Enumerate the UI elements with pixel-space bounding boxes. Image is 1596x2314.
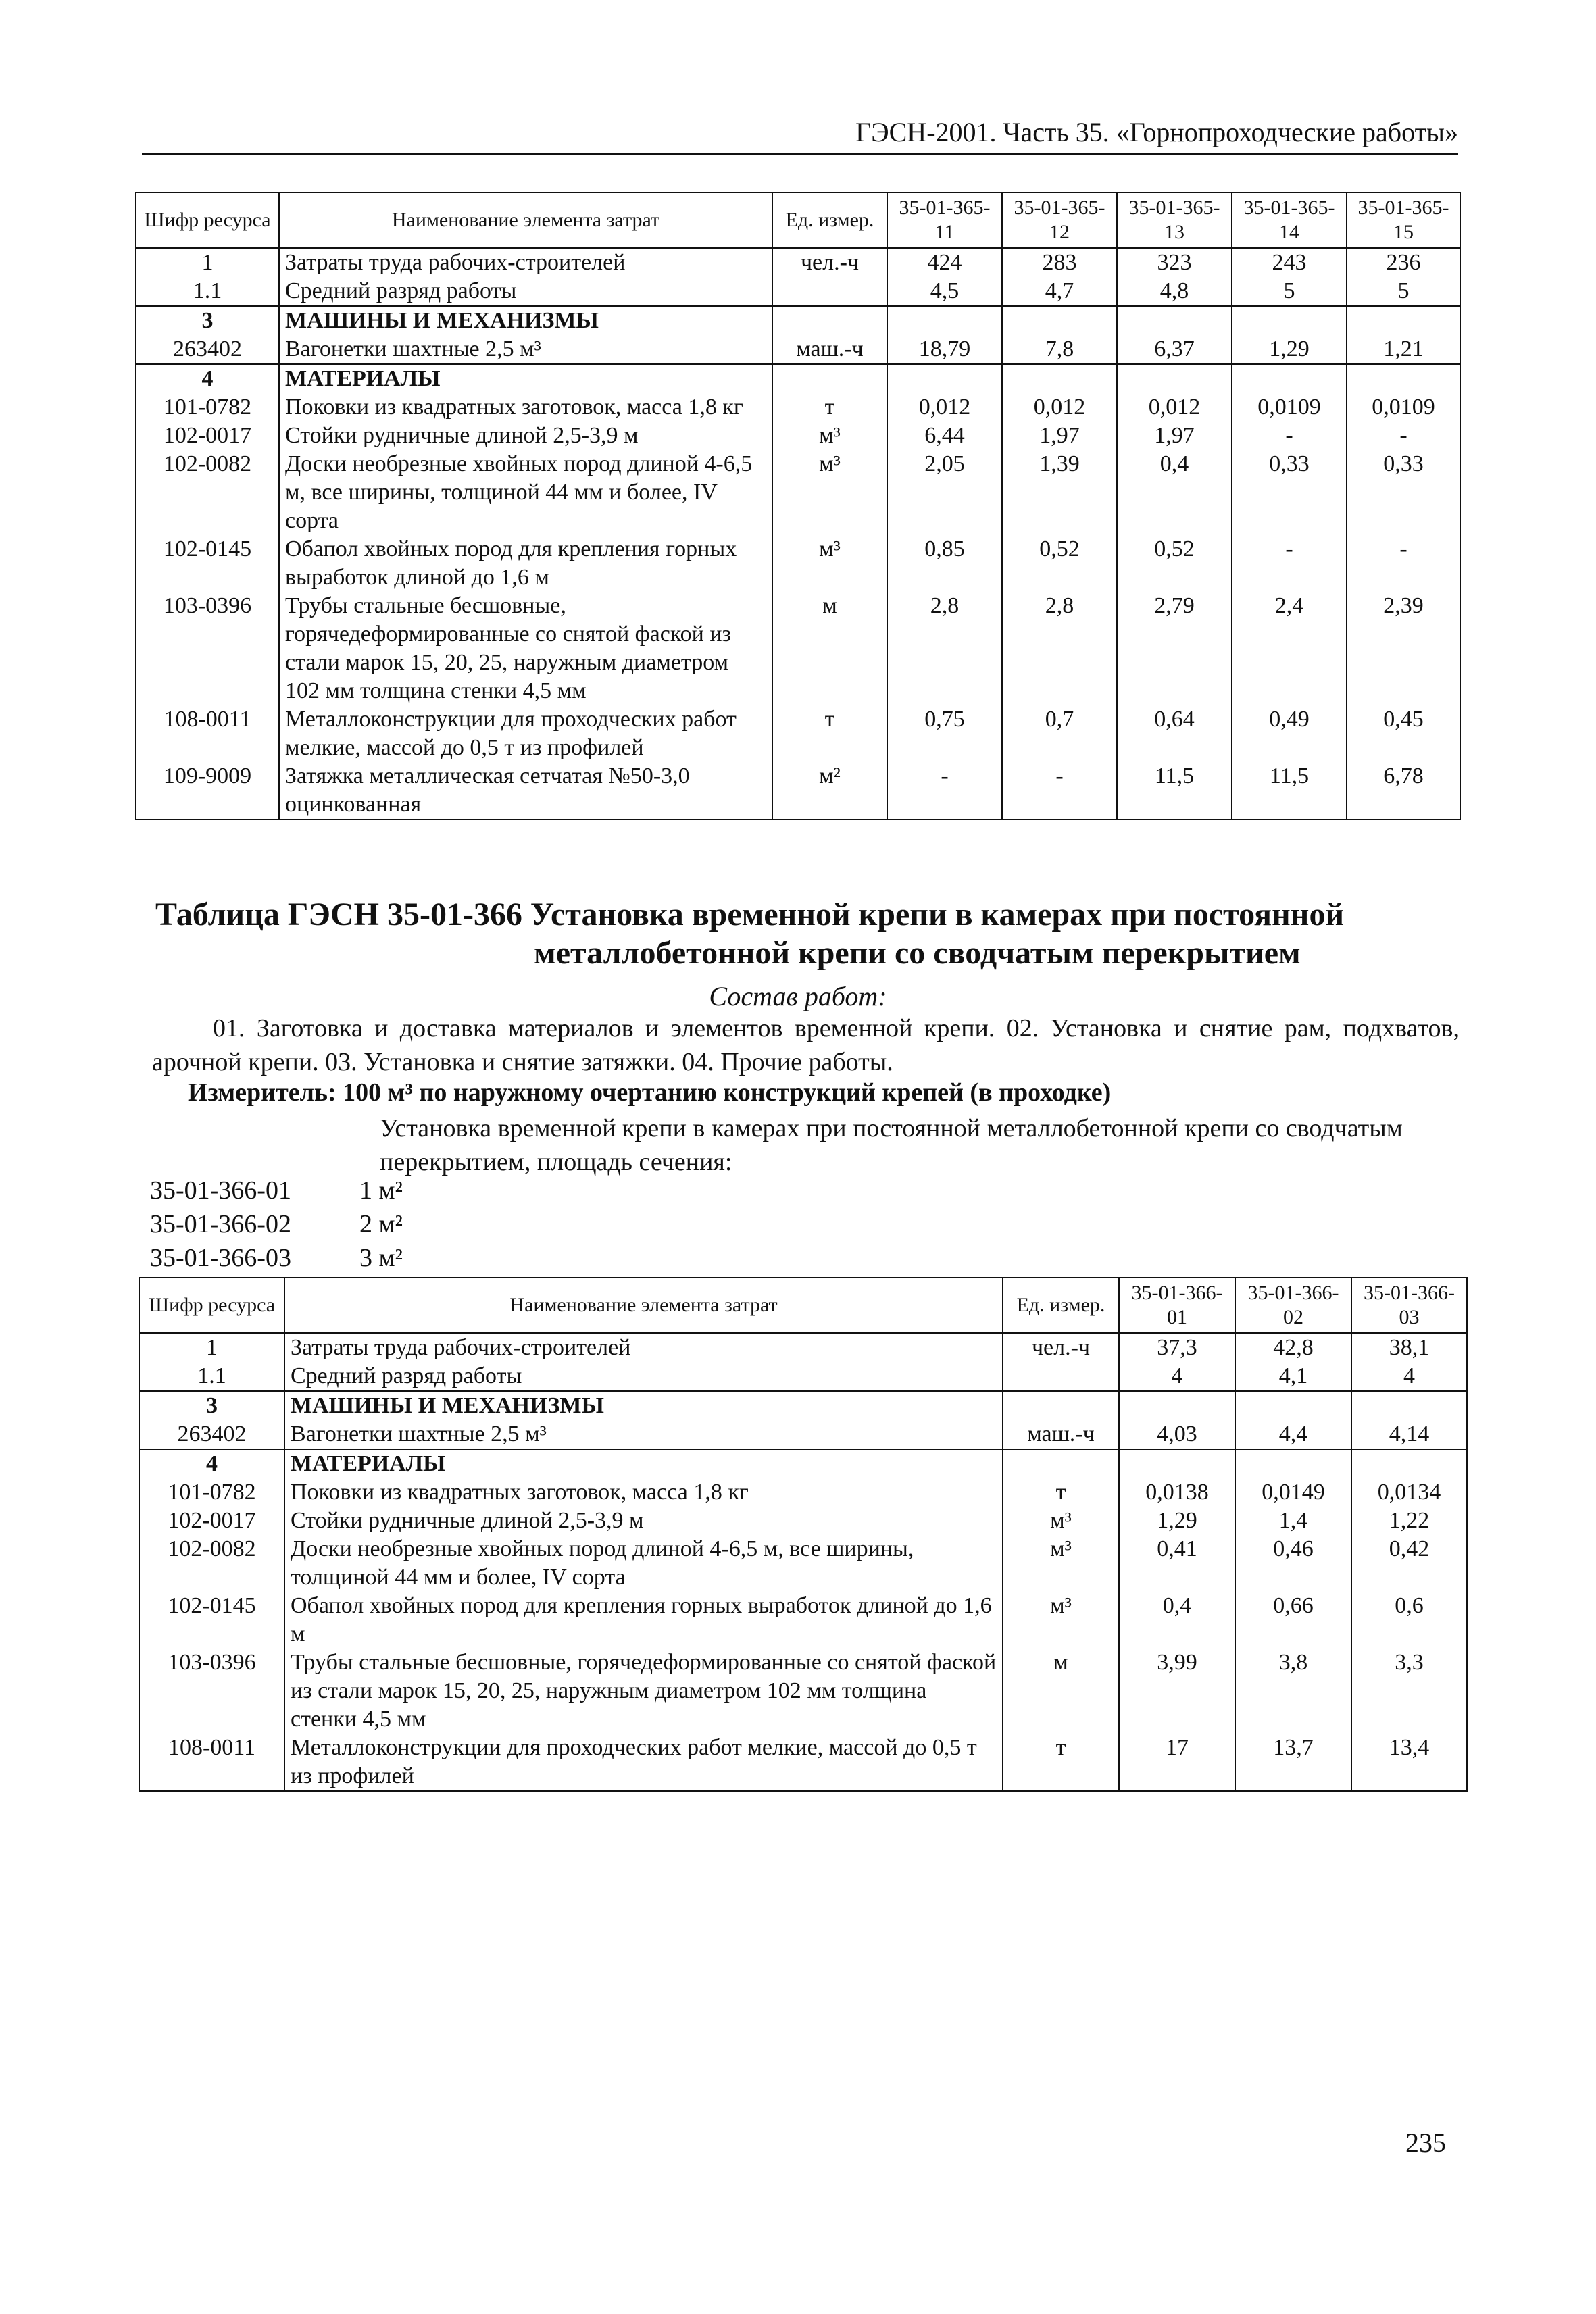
resource-value: 0,85 xyxy=(887,535,1002,592)
resource-name: Доски необрезные хвойных пород длиной 4-6,5 м, все ширины, толщиной 44 мм и более, IV сорта xyxy=(284,1535,1003,1592)
table-header-row xyxy=(139,1278,1467,1333)
resource-unit: т xyxy=(772,705,887,762)
header-col: 35-01-366-02 xyxy=(1235,1278,1351,1333)
resource-value: 0,33 xyxy=(1232,450,1347,535)
resource-unit xyxy=(772,306,887,335)
table-row xyxy=(139,1478,1467,1507)
variant-row xyxy=(150,1243,403,1273)
resource-name: Трубы стальные бесшовные, горячедеформированные со снятой фаской из стали марок 15, 20, 25, наружным диаметром 102 мм толщина стенки 4,5 мм xyxy=(284,1649,1003,1734)
resource-value: 0,0109 xyxy=(1347,393,1460,422)
composition-label: Состав работ: xyxy=(709,981,887,1011)
resource-unit: маш.-ч xyxy=(772,335,887,364)
resource-value: 4,7 xyxy=(1002,277,1117,306)
resource-name: Металлоконструкции для проходческих работ мелкие, массой до 0,5 т из профилей xyxy=(279,705,772,762)
resource-value: 0,0109 xyxy=(1232,393,1347,422)
resource-value: 42,8 xyxy=(1235,1333,1351,1362)
resource-unit: м³ xyxy=(1003,1507,1119,1535)
resource-value: 424 xyxy=(887,248,1002,277)
resource-value: 4,1 xyxy=(1235,1362,1351,1391)
resource-name: Стойки рудничные длиной 2,5-3,9 м xyxy=(279,422,772,450)
resource-value: 11,5 xyxy=(1117,762,1232,820)
resource-name: Затраты труда рабочих-строителей xyxy=(284,1333,1003,1362)
resource-code: 1.1 xyxy=(136,277,279,306)
resource-value: 6,78 xyxy=(1347,762,1460,820)
resource-name: Доски необрезные хвойных пород длиной 4-6,5 м, все ширины, толщиной 44 мм и более, IV сорта xyxy=(279,450,772,535)
resource-value: 13,4 xyxy=(1351,1734,1467,1791)
resource-unit xyxy=(1003,1449,1119,1478)
table-row xyxy=(136,248,1460,277)
resource-value xyxy=(1119,1391,1235,1420)
header-code: Шифр ресурса xyxy=(136,193,279,248)
resource-value: 323 xyxy=(1117,248,1232,277)
header-col: 35-01-365-11 xyxy=(887,193,1002,248)
resource-unit: м xyxy=(1003,1649,1119,1734)
resource-unit: м³ xyxy=(1003,1592,1119,1649)
resource-value xyxy=(1119,1449,1235,1478)
resource-value xyxy=(1002,306,1117,335)
resource-code: 4 xyxy=(139,1449,284,1478)
resource-unit: м³ xyxy=(772,422,887,450)
resource-value xyxy=(1232,306,1347,335)
resource-code: 103-0396 xyxy=(139,1649,284,1734)
table-row xyxy=(136,705,1460,762)
resource-code: 1.1 xyxy=(139,1362,284,1391)
resource-unit: т xyxy=(772,393,887,422)
resource-value xyxy=(887,306,1002,335)
resource-value: 2,05 xyxy=(887,450,1002,535)
resource-name: Обапол хвойных пород для крепления горных выработок длиной до 1,6 м xyxy=(279,535,772,592)
resource-unit: чел.-ч xyxy=(1003,1333,1119,1362)
resource-code: 102-0082 xyxy=(139,1535,284,1592)
page-header: ГЭСН-2001. Часть 35. «Горнопроходческие работы» xyxy=(142,116,1458,155)
variant-value: 3 м² xyxy=(359,1244,403,1272)
resource-name: Поковки из квадратных заготовок, масса 1,8 кг xyxy=(284,1478,1003,1507)
resource-value: 37,3 xyxy=(1119,1333,1235,1362)
resource-code: 108-0011 xyxy=(136,705,279,762)
resource-name: Поковки из квадратных заготовок, масса 1,8 кг xyxy=(279,393,772,422)
header-code: Шифр ресурса xyxy=(139,1278,284,1333)
resource-code: 3 xyxy=(136,306,279,335)
table-body xyxy=(136,248,1460,820)
resource-value xyxy=(1351,1391,1467,1420)
resource-value xyxy=(1347,306,1460,335)
table-row xyxy=(136,535,1460,592)
resource-value xyxy=(1351,1449,1467,1478)
resource-value: 0,41 xyxy=(1119,1535,1235,1592)
table-row xyxy=(139,1420,1467,1449)
resource-value: 1,39 xyxy=(1002,450,1117,535)
header-col: 35-01-365-15 xyxy=(1347,193,1460,248)
resource-name: Вагонетки шахтные 2,5 м³ xyxy=(279,335,772,364)
resource-name: МАШИНЫ И МЕХАНИЗМЫ xyxy=(284,1391,1003,1420)
header-unit: Ед. измер. xyxy=(772,193,887,248)
resource-value: 0,49 xyxy=(1232,705,1347,762)
resource-value: 4,5 xyxy=(887,277,1002,306)
resource-value xyxy=(1235,1391,1351,1420)
resource-name: МАТЕРИАЛЫ xyxy=(284,1449,1003,1478)
works-list: 01. Заготовка и доставка материалов и элементов временной крепи. 02. Установка и снятие рам, подхватов, арочной крепи. 03. Установка и снятие затяжки. 04. Прочие работы. xyxy=(152,1014,1460,1076)
table-row xyxy=(139,1734,1467,1791)
resource-value: 38,1 xyxy=(1351,1333,1467,1362)
resource-value: 0,4 xyxy=(1119,1592,1235,1649)
resource-value: 0,42 xyxy=(1351,1535,1467,1592)
variant-code: 35-01-366-03 xyxy=(150,1244,291,1272)
header-col: 35-01-365-14 xyxy=(1232,193,1347,248)
table-row xyxy=(139,1391,1467,1420)
resource-value: 0,0138 xyxy=(1119,1478,1235,1507)
resource-name: Стойки рудничные длиной 2,5-3,9 м xyxy=(284,1507,1003,1535)
table-body xyxy=(139,1333,1467,1791)
measure-unit: Измеритель: 100 м³ по наружному очертанию конструкций крепей (в проходке) xyxy=(188,1078,1112,1107)
resource-value: 3,99 xyxy=(1119,1649,1235,1734)
resource-unit: м³ xyxy=(772,535,887,592)
resource-value: 1,97 xyxy=(1002,422,1117,450)
resource-value: 283 xyxy=(1002,248,1117,277)
resource-value: 5 xyxy=(1347,277,1460,306)
resource-value: - xyxy=(1232,422,1347,450)
resource-value: - xyxy=(1347,422,1460,450)
table-row xyxy=(139,1507,1467,1535)
resource-value: 4,8 xyxy=(1117,277,1232,306)
table-row xyxy=(136,422,1460,450)
table-title-line2: металлобетонной крепи со сводчатым перекрытием xyxy=(534,935,1301,971)
resource-value: 0,66 xyxy=(1235,1592,1351,1649)
table-row xyxy=(139,1449,1467,1478)
resource-unit: чел.-ч xyxy=(772,248,887,277)
variant-code: 35-01-366-02 xyxy=(150,1210,291,1238)
resource-unit: маш.-ч xyxy=(1003,1420,1119,1449)
resource-code: 109-9009 xyxy=(136,762,279,820)
resource-value: 0,46 xyxy=(1235,1535,1351,1592)
table-row xyxy=(136,335,1460,364)
resource-value: 0,012 xyxy=(1117,393,1232,422)
table-row xyxy=(139,1592,1467,1649)
header-name: Наименование элемента затрат xyxy=(284,1278,1003,1333)
resource-code: 3 xyxy=(139,1391,284,1420)
resource-value: 0,0134 xyxy=(1351,1478,1467,1507)
resource-unit: м³ xyxy=(772,450,887,535)
resource-value: 1,21 xyxy=(1347,335,1460,364)
variant-row xyxy=(150,1176,403,1205)
resource-code: 108-0011 xyxy=(139,1734,284,1791)
resource-value: 1,97 xyxy=(1117,422,1232,450)
resource-value: - xyxy=(1232,535,1347,592)
variant-code: 35-01-366-01 xyxy=(150,1176,291,1205)
resource-value: 4 xyxy=(1351,1362,1467,1391)
resource-value: 0,7 xyxy=(1002,705,1117,762)
resource-code: 102-0017 xyxy=(136,422,279,450)
resource-name: Затяжка металлическая сетчатая №50-3,0 оцинкованная xyxy=(279,762,772,820)
resource-value: 4 xyxy=(1119,1362,1235,1391)
resource-code: 103-0396 xyxy=(136,592,279,705)
resource-value: 236 xyxy=(1347,248,1460,277)
resource-value: 2,8 xyxy=(1002,592,1117,705)
resource-value: 0,64 xyxy=(1117,705,1232,762)
header-name: Наименование элемента затрат xyxy=(279,193,772,248)
table-row xyxy=(139,1649,1467,1734)
header-col: 35-01-365-13 xyxy=(1117,193,1232,248)
table-row xyxy=(136,393,1460,422)
resource-value: 3,8 xyxy=(1235,1649,1351,1734)
resource-value: 2,79 xyxy=(1117,592,1232,705)
resource-unit: т xyxy=(1003,1478,1119,1507)
resource-code: 102-0145 xyxy=(136,535,279,592)
resource-value: - xyxy=(1347,535,1460,592)
variant-value: 1 м² xyxy=(359,1176,403,1205)
resource-value: 0,012 xyxy=(887,393,1002,422)
resource-value: 4,03 xyxy=(1119,1420,1235,1449)
section-description: Установка временной крепи в камерах при постоянной металлобетонной крепи со сводчатым перекрытием, площадь сечения: xyxy=(380,1114,1403,1176)
resource-value: - xyxy=(887,762,1002,820)
table-row xyxy=(136,277,1460,306)
resource-code: 1 xyxy=(136,248,279,277)
resource-value: 0,6 xyxy=(1351,1592,1467,1649)
resource-value: 1,29 xyxy=(1232,335,1347,364)
resource-unit xyxy=(1003,1362,1119,1391)
resource-name: Средний разряд работы xyxy=(279,277,772,306)
resource-value xyxy=(1117,306,1232,335)
page-number: 235 xyxy=(1405,2128,1446,2158)
resource-value: 2,4 xyxy=(1232,592,1347,705)
resource-unit: м² xyxy=(772,762,887,820)
resource-name: Вагонетки шахтные 2,5 м³ xyxy=(284,1420,1003,1449)
resource-code: 102-0145 xyxy=(139,1592,284,1649)
resource-value: - xyxy=(1002,762,1117,820)
table-row xyxy=(136,306,1460,335)
resource-value: 1,4 xyxy=(1235,1507,1351,1535)
resource-name: Металлоконструкции для проходческих работ мелкие, массой до 0,5 т из профилей xyxy=(284,1734,1003,1791)
resource-value: 11,5 xyxy=(1232,762,1347,820)
resource-value: 0,45 xyxy=(1347,705,1460,762)
resource-value: 17 xyxy=(1119,1734,1235,1791)
resource-value: 2,8 xyxy=(887,592,1002,705)
variant-row xyxy=(150,1209,403,1239)
resource-code: 263402 xyxy=(136,335,279,364)
resource-unit: м xyxy=(772,592,887,705)
resource-value: 0,012 xyxy=(1002,393,1117,422)
resource-value: 4,14 xyxy=(1351,1420,1467,1449)
resource-value xyxy=(1235,1449,1351,1478)
resource-value: 6,44 xyxy=(887,422,1002,450)
resource-code: 4 xyxy=(136,364,279,393)
resource-name: МАШИНЫ И МЕХАНИЗМЫ xyxy=(279,306,772,335)
header-unit: Ед. измер. xyxy=(1003,1278,1119,1333)
resource-value xyxy=(1002,364,1117,393)
resource-value: 6,37 xyxy=(1117,335,1232,364)
resource-code: 102-0017 xyxy=(139,1507,284,1535)
table-row xyxy=(136,450,1460,535)
resource-unit xyxy=(772,277,887,306)
table-row xyxy=(139,1535,1467,1592)
resource-name: Трубы стальные бесшовные, горячедеформированные со снятой фаской из стали марок 15, 20, 25, наружным диаметром 102 мм толщина стенки 4,5 мм xyxy=(279,592,772,705)
resource-value: 0,33 xyxy=(1347,450,1460,535)
resource-value: 7,8 xyxy=(1002,335,1117,364)
table-title-line1: Таблица ГЭСН 35-01-366 Установка временной крепи в камерах при постоянной xyxy=(155,897,1345,932)
resource-code: 102-0082 xyxy=(136,450,279,535)
resource-value: 243 xyxy=(1232,248,1347,277)
resource-value: 5 xyxy=(1232,277,1347,306)
resource-value xyxy=(1117,364,1232,393)
resource-value: 18,79 xyxy=(887,335,1002,364)
header-col: 35-01-366-01 xyxy=(1119,1278,1235,1333)
table-row xyxy=(136,364,1460,393)
table-row xyxy=(136,592,1460,705)
resource-table-365 xyxy=(135,192,1461,820)
variant-value: 2 м² xyxy=(359,1210,403,1238)
resource-value: 4,4 xyxy=(1235,1420,1351,1449)
resource-name: Обапол хвойных пород для крепления горных выработок длиной до 1,6 м xyxy=(284,1592,1003,1649)
resource-value xyxy=(1232,364,1347,393)
resource-value xyxy=(887,364,1002,393)
resource-name: Затраты труда рабочих-строителей xyxy=(279,248,772,277)
resource-value: 1,29 xyxy=(1119,1507,1235,1535)
table-row xyxy=(136,762,1460,820)
resource-value: 1,22 xyxy=(1351,1507,1467,1535)
resource-value: 13,7 xyxy=(1235,1734,1351,1791)
table-row xyxy=(139,1362,1467,1391)
table-header-row xyxy=(136,193,1460,248)
table-row xyxy=(139,1333,1467,1362)
resource-value xyxy=(1347,364,1460,393)
resource-code: 1 xyxy=(139,1333,284,1362)
resource-unit: т xyxy=(1003,1734,1119,1791)
resource-unit xyxy=(772,364,887,393)
resource-value: 0,75 xyxy=(887,705,1002,762)
resource-table-366 xyxy=(139,1277,1468,1792)
resource-value: 0,52 xyxy=(1117,535,1232,592)
resource-name: Средний разряд работы xyxy=(284,1362,1003,1391)
resource-unit xyxy=(1003,1391,1119,1420)
header-col: 35-01-366-03 xyxy=(1351,1278,1467,1333)
resource-code: 101-0782 xyxy=(136,393,279,422)
resource-value: 2,39 xyxy=(1347,592,1460,705)
resource-value: 0,52 xyxy=(1002,535,1117,592)
resource-value: 0,0149 xyxy=(1235,1478,1351,1507)
resource-value: 3,3 xyxy=(1351,1649,1467,1734)
resource-code: 101-0782 xyxy=(139,1478,284,1507)
resource-unit: м³ xyxy=(1003,1535,1119,1592)
header-col: 35-01-365-12 xyxy=(1002,193,1117,248)
resource-code: 263402 xyxy=(139,1420,284,1449)
resource-name: МАТЕРИАЛЫ xyxy=(279,364,772,393)
resource-value: 0,4 xyxy=(1117,450,1232,535)
